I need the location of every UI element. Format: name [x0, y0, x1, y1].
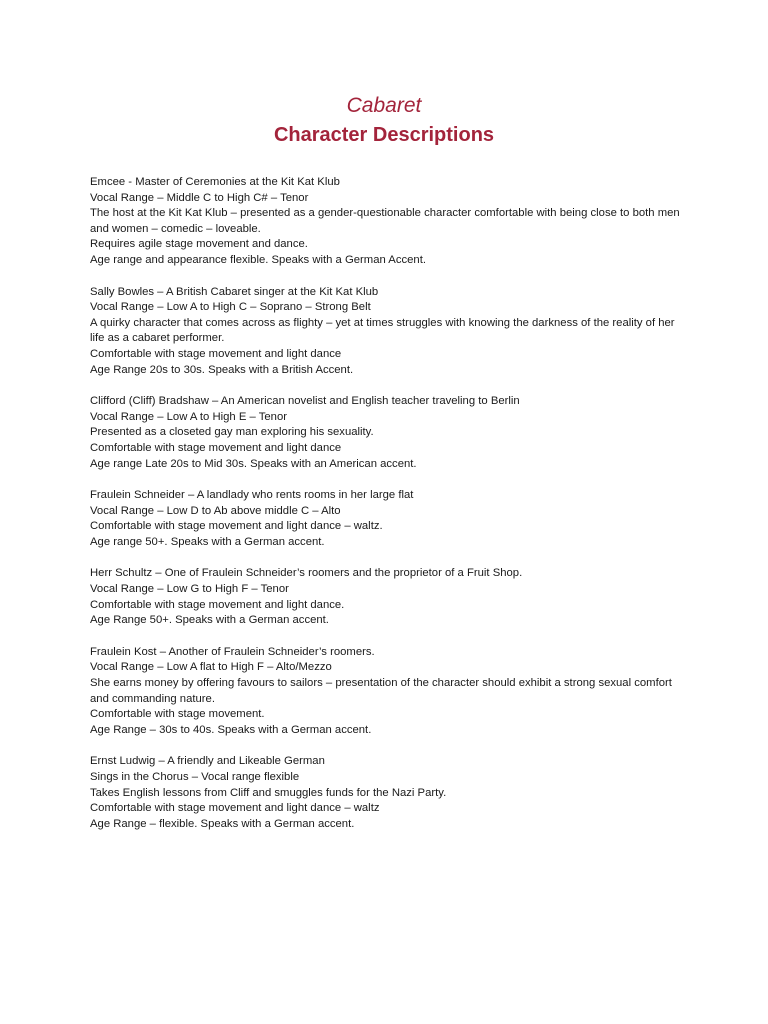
description: She earns money by offering favours to sailors – presentation of the character should exhibit a strong sexual comfort and commanding nature. [90, 677, 672, 705]
character-fraulein-schneider [90, 488, 690, 550]
character-heading: Ernst Ludwig – A friendly and Likeable German [90, 755, 325, 768]
character-emcee [90, 175, 690, 269]
show-title: Cabaret [346, 94, 422, 117]
age-range: Age Range 50+. Speaks with a German accent. [90, 614, 329, 627]
age-range: Age Range – flexible. Speaks with a German accent. [90, 817, 355, 830]
page-title: Character Descriptions [273, 124, 495, 146]
movement-requirement: Requires agile stage movement and dance. [90, 238, 308, 251]
character-heading: Fraulein Schneider – A landlady who rents rooms in her large flat [90, 489, 414, 502]
movement-requirement: Comfortable with stage movement and light dance – waltz [90, 802, 380, 815]
vocal-range: Vocal Range – Middle C to High C# – Tenor [90, 191, 309, 204]
character-ernst-ludwig [90, 754, 690, 832]
age-range: Age Range 20s to 30s. Speaks with a British Accent. [90, 363, 354, 376]
character-herr-schultz [90, 566, 690, 628]
vocal-range: Vocal Range – Low A flat to High F – Alto/Mezzo [90, 661, 332, 674]
age-range: Age Range – 30s to 40s. Speaks with a German accent. [90, 723, 372, 736]
character-sally-bowles [90, 285, 690, 379]
movement-requirement: Comfortable with stage movement and light dance. [90, 598, 345, 611]
age-range: Age range Late 20s to Mid 30s. Speaks with an American accent. [90, 457, 417, 470]
vocal-range: Vocal Range – Low G to High F – Tenor [90, 583, 289, 596]
character-heading: Emcee - Master of Ceremonies at the Kit Kat Klub [90, 176, 340, 188]
movement-requirement: Comfortable with stage movement and light dance – waltz. [90, 520, 383, 533]
age-range: Age range 50+. Speaks with a German accent. [90, 535, 325, 548]
character-list [90, 175, 690, 848]
title-block [0, 92, 768, 150]
character-cliff-bradshaw [90, 394, 690, 472]
character-fraulein-kost [90, 645, 690, 739]
character-heading: Herr Schultz – One of Fraulein Schneider’s roomers and the proprietor of a Fruit Shop. [90, 567, 523, 580]
movement-requirement: Comfortable with stage movement. [90, 708, 265, 721]
vocal-range: Vocal Range – Low A to High E – Tenor [90, 410, 287, 423]
description: Presented as a closeted gay man exploring his sexuality. [90, 426, 374, 439]
description: The host at the Kit Kat Klub – presented as a gender-questionable character comfortable with being close to both men and women – comedic – loveable. [90, 207, 680, 235]
character-heading: Clifford (Cliff) Bradshaw – An American novelist and English teacher traveling to Berlin [90, 395, 520, 408]
vocal-range: Vocal Range – Low D to Ab above middle C – Alto [90, 504, 341, 517]
vocal-range: Sings in the Chorus – Vocal range flexible [90, 771, 300, 783]
description: A quirky character that comes across as flighty – yet at times struggles with knowing the darkness of the reality of her life as a cabaret performer. [90, 316, 675, 345]
description: Takes English lessons from Cliff and smuggles funds for the Nazi Party. [90, 786, 447, 799]
character-heading: Fraulein Kost – Another of Fraulein Schneider’s roomers. [90, 645, 375, 658]
vocal-range: Vocal Range – Low A to High C – Soprano – Strong Belt [90, 301, 371, 314]
age-range: Age range and appearance flexible. Speaks with a German Accent. [90, 253, 426, 266]
movement-requirement: Comfortable with stage movement and light dance [90, 347, 342, 360]
movement-requirement: Comfortable with stage movement and light dance [90, 441, 342, 454]
character-heading: Sally Bowles – A British Cabaret singer at the Kit Kat Klub [90, 285, 379, 298]
